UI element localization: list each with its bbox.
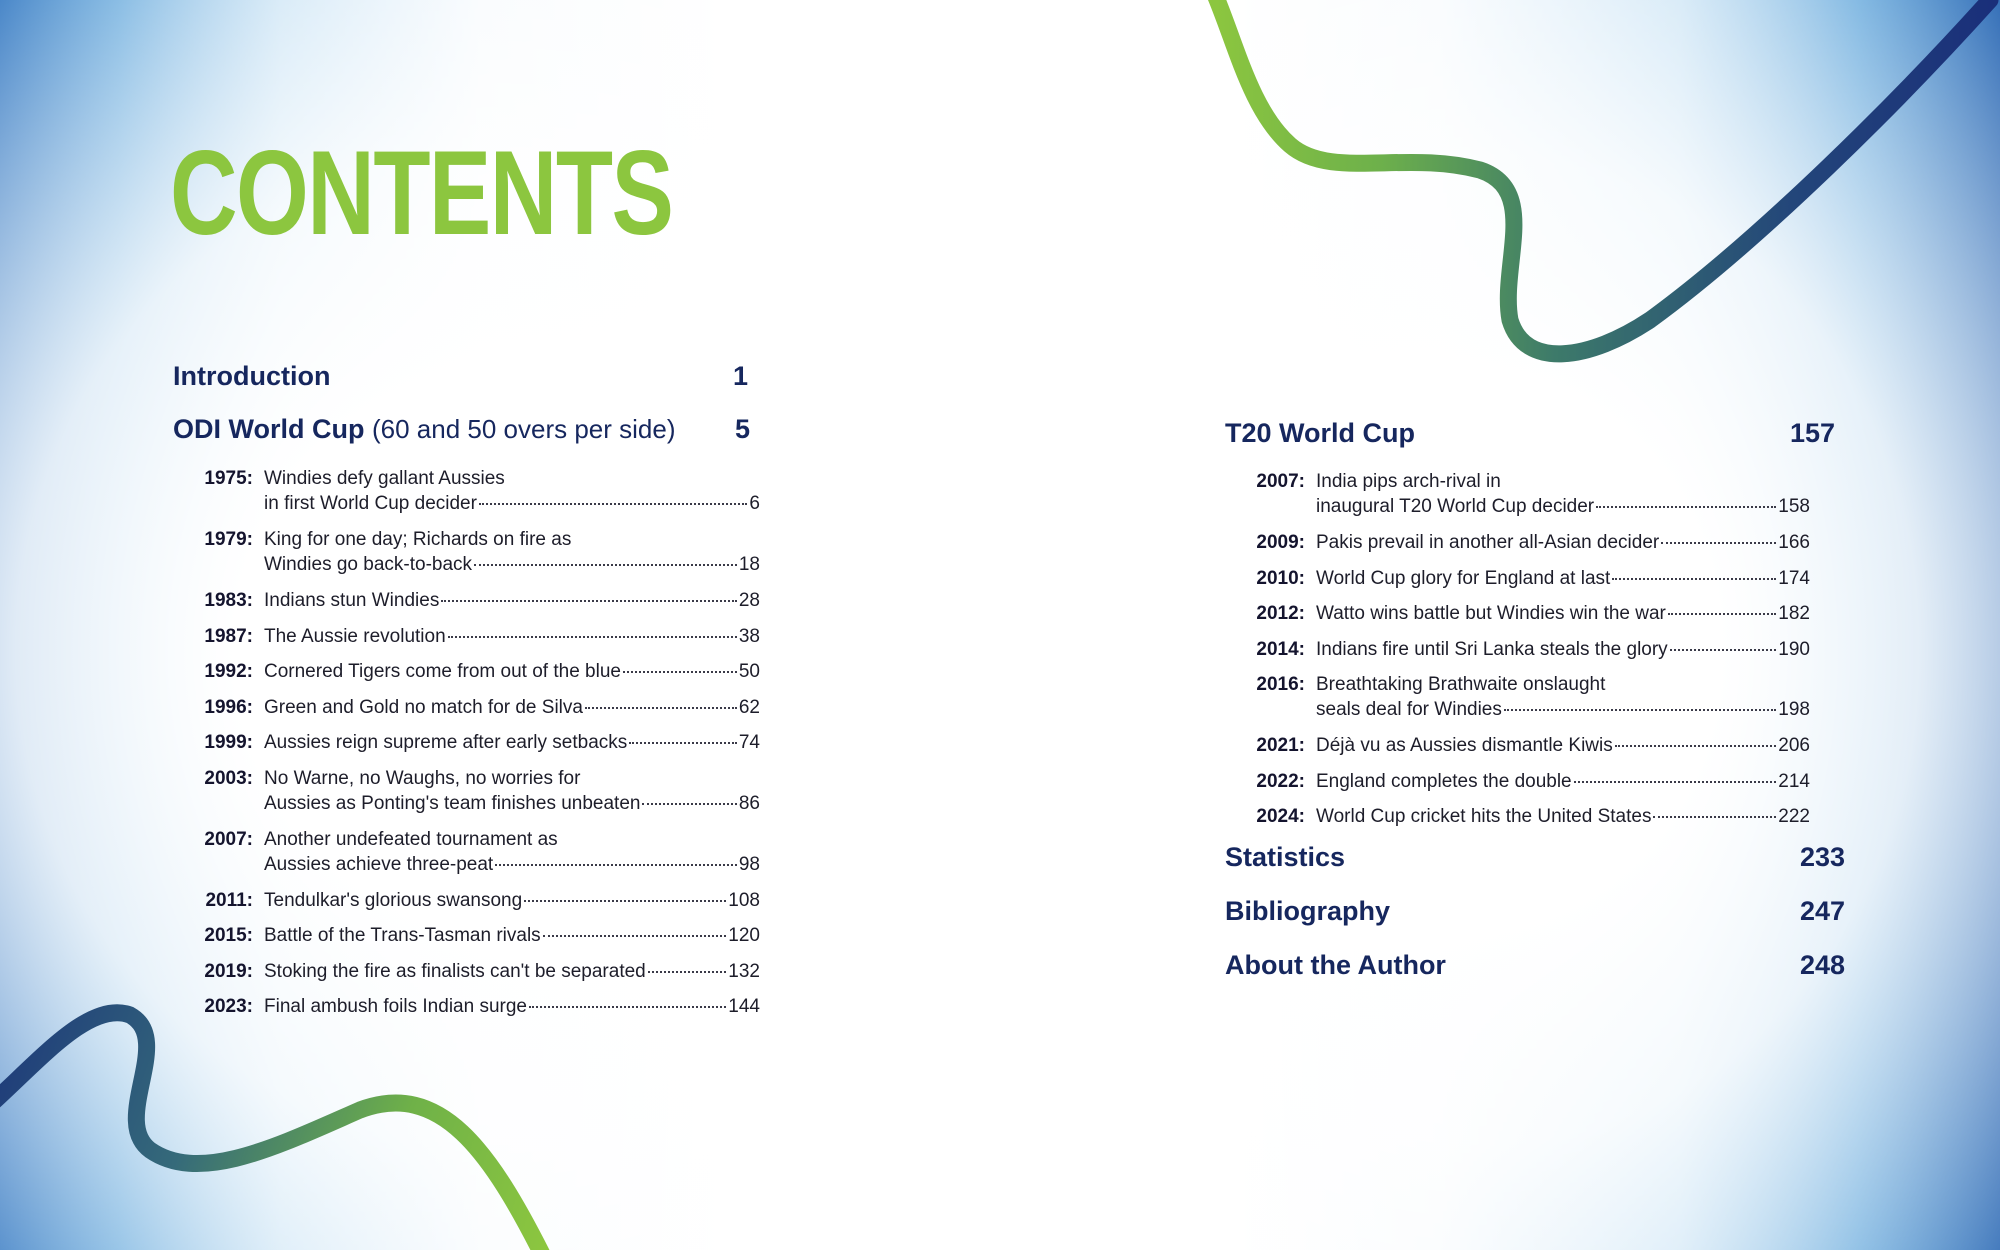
- toc-entry[interactable]: [185, 888, 765, 914]
- toc-entry[interactable]: [185, 659, 765, 685]
- dot-leader: [441, 600, 737, 602]
- entry-page: 62: [738, 696, 760, 718]
- entry-title-line: Breathtaking Brathwaite onslaught: [1316, 674, 1606, 695]
- entry-page: 6: [749, 493, 760, 514]
- toc-entry[interactable]: [1245, 530, 1815, 556]
- entry-page: 166: [1778, 532, 1810, 553]
- entry-title-line: Windies go back-to-back: [264, 554, 473, 575]
- section-bibliography[interactable]: [1225, 894, 1845, 930]
- dot-leader: [642, 803, 736, 805]
- section-label: About the Author: [1225, 950, 1446, 980]
- entry-year: 2016:: [1256, 674, 1305, 695]
- entry-year: 1975:: [204, 468, 253, 489]
- entry-title-line: Green and Gold no match for de Silva: [264, 696, 583, 718]
- entry-page: 120: [728, 925, 760, 946]
- entry-title-line: seals deal for Windies: [1316, 699, 1502, 720]
- section-label: Introduction: [173, 361, 331, 391]
- toc-entry[interactable]: [185, 588, 765, 614]
- entry-page: 190: [1778, 638, 1810, 660]
- entry-year: 1983:: [204, 590, 253, 611]
- entry-title-line: Another undefeated tournament as: [264, 828, 558, 850]
- dot-leader: [479, 503, 747, 505]
- dot-leader: [448, 636, 737, 638]
- section-page: 247: [1799, 896, 1845, 926]
- toc-entry[interactable]: [185, 466, 765, 517]
- entry-title-line: Watto wins battle but Windies win the war: [1316, 603, 1666, 624]
- dot-leader: [524, 900, 726, 902]
- entry-year: 2015:: [204, 925, 253, 946]
- entry-year: 2009:: [1256, 532, 1305, 553]
- toc-entry[interactable]: [185, 959, 765, 985]
- entry-year: 2022:: [1256, 770, 1305, 792]
- entry-title-line: Tendulkar's glorious swansong: [264, 889, 523, 911]
- dot-leader: [495, 864, 737, 866]
- dot-leader: [529, 1006, 726, 1008]
- entry-year: 2010:: [1256, 567, 1305, 589]
- section-about-the-author[interactable]: [1225, 948, 1845, 984]
- entry-year: 1992:: [204, 661, 253, 682]
- section-label: T20 World Cup: [1225, 418, 1416, 448]
- entry-title-line: in first World Cup decider: [264, 493, 477, 514]
- toc-entry[interactable]: [1245, 672, 1815, 723]
- dot-leader: [1596, 506, 1776, 508]
- toc-entry[interactable]: [1245, 469, 1815, 520]
- section-page: 5: [734, 414, 750, 444]
- entry-title-line: Aussies achieve three-peat: [264, 853, 494, 875]
- entry-title-line: Pakis prevail in another all-Asian decider: [1316, 532, 1660, 553]
- dot-leader: [629, 742, 737, 744]
- entry-page: 214: [1778, 770, 1810, 792]
- entry-title-line: Windies defy gallant Aussies: [264, 468, 505, 489]
- entry-title-line: Déjà vu as Aussies dismantle Kiwis: [1316, 735, 1613, 756]
- entry-title-line: inaugural T20 World Cup decider: [1316, 496, 1595, 517]
- entry-year: 2024:: [1256, 806, 1305, 827]
- toc-entry[interactable]: [1245, 769, 1815, 795]
- dot-leader: [1653, 816, 1776, 818]
- entry-title-line: The Aussie revolution: [264, 625, 446, 647]
- dot-leader: [474, 564, 737, 566]
- entry-title-line: King for one day; Richards on fire as: [264, 529, 572, 550]
- entry-year: 2007:: [204, 828, 253, 850]
- entry-title-line: World Cup glory for England at last: [1316, 567, 1611, 589]
- entry-year: 1987:: [204, 625, 253, 647]
- entry-page: 28: [738, 590, 760, 611]
- entry-title-line: Aussies as Ponting's team finishes unbeaten: [264, 792, 641, 814]
- section-page: 248: [1799, 950, 1845, 980]
- dot-leader: [623, 671, 737, 673]
- dot-leader: [1668, 613, 1776, 615]
- entry-page: 18: [738, 554, 760, 575]
- bottom-wave: [0, 1013, 545, 1250]
- entry-page: 198: [1778, 699, 1810, 720]
- entry-page: 108: [728, 889, 760, 911]
- toc-entry[interactable]: [185, 766, 765, 817]
- section-statistics[interactable]: [1225, 840, 1845, 876]
- entry-page: 38: [738, 625, 760, 647]
- entry-year: 2023:: [204, 996, 253, 1017]
- dot-leader: [1670, 649, 1777, 651]
- dot-leader: [543, 935, 727, 937]
- section-page: 1: [732, 361, 748, 391]
- dot-leader: [585, 707, 737, 709]
- entry-title-line: Indians stun Windies: [264, 590, 440, 611]
- dot-leader: [1615, 745, 1777, 747]
- entry-year: 1979:: [204, 529, 253, 550]
- toc-entry[interactable]: [1245, 804, 1815, 830]
- section-label: Statistics: [1225, 842, 1346, 872]
- toc-entry[interactable]: [185, 994, 765, 1020]
- dot-leader: [1504, 709, 1776, 711]
- entry-title-line: Indians fire until Sri Lanka steals the glory: [1316, 638, 1668, 660]
- section-page: 233: [1799, 842, 1845, 872]
- page-title: CONTENTS: [170, 126, 673, 260]
- entry-title-line: England completes the double: [1316, 770, 1572, 792]
- section-odi-world-cup[interactable]: [173, 412, 748, 448]
- dot-leader: [1661, 542, 1776, 544]
- entry-year: 1996:: [204, 696, 253, 718]
- entry-page: 74: [738, 732, 760, 753]
- toc-entry[interactable]: [185, 730, 765, 756]
- entry-year: 2019:: [204, 960, 253, 982]
- top-wave: [1213, 0, 1990, 354]
- section-introduction[interactable]: [173, 359, 748, 395]
- entry-page: 50: [738, 661, 760, 682]
- entry-page: 174: [1778, 567, 1810, 589]
- entry-title-line: Battle of the Trans-Tasman rivals: [264, 925, 541, 946]
- section-note: (60 and 50 overs per side): [372, 414, 676, 444]
- toc-entry[interactable]: [1245, 601, 1815, 627]
- dot-leader: [1574, 781, 1777, 783]
- toc-entry[interactable]: [1245, 566, 1815, 592]
- entry-title-line: India pips arch-rival in: [1316, 471, 1501, 492]
- toc-entry[interactable]: [1245, 637, 1815, 663]
- toc-entry[interactable]: [185, 923, 765, 949]
- entry-year: 2021:: [1256, 735, 1305, 756]
- entry-title-line: World Cup cricket hits the United States: [1316, 806, 1652, 827]
- entry-year: 2011:: [205, 889, 253, 911]
- entry-page: 132: [728, 960, 760, 982]
- entry-year: 1999:: [204, 732, 253, 753]
- entry-page: 144: [728, 996, 760, 1017]
- entry-year: 2007:: [1256, 471, 1305, 492]
- entry-year: 2014:: [1256, 638, 1305, 660]
- section-label-group: [173, 412, 676, 446]
- section-label: Bibliography: [1225, 896, 1391, 926]
- entry-title-line: Cornered Tigers come from out of the blue: [264, 661, 621, 682]
- entry-page: 182: [1778, 603, 1810, 624]
- entry-title-line: No Warne, no Waughs, no worries for: [264, 767, 581, 789]
- entry-page: 222: [1778, 806, 1810, 827]
- dot-leader: [648, 971, 727, 973]
- toc-entry[interactable]: [185, 827, 765, 878]
- entry-page: 206: [1778, 735, 1810, 756]
- toc-entry[interactable]: [185, 695, 765, 721]
- entry-title-line: Final ambush foils Indian surge: [264, 996, 527, 1017]
- dot-leader: [1612, 578, 1776, 580]
- section-page: 157: [1789, 418, 1835, 448]
- section-label: ODI World Cup: [173, 414, 365, 444]
- entry-year: 2003:: [204, 767, 253, 789]
- toc-entry[interactable]: [185, 527, 765, 578]
- entry-title-line: Stoking the fire as finalists can't be separated: [264, 960, 646, 982]
- toc-entry[interactable]: [1245, 733, 1815, 759]
- entry-page: 158: [1778, 496, 1810, 517]
- entry-year: 2012:: [1256, 603, 1305, 624]
- entry-page: 98: [738, 853, 760, 875]
- section-t20-world-cup[interactable]: [1225, 416, 1835, 452]
- entry-title-line: Aussies reign supreme after early setbacks: [264, 732, 628, 753]
- toc-entry[interactable]: [185, 624, 765, 650]
- entry-page: 86: [738, 792, 760, 814]
